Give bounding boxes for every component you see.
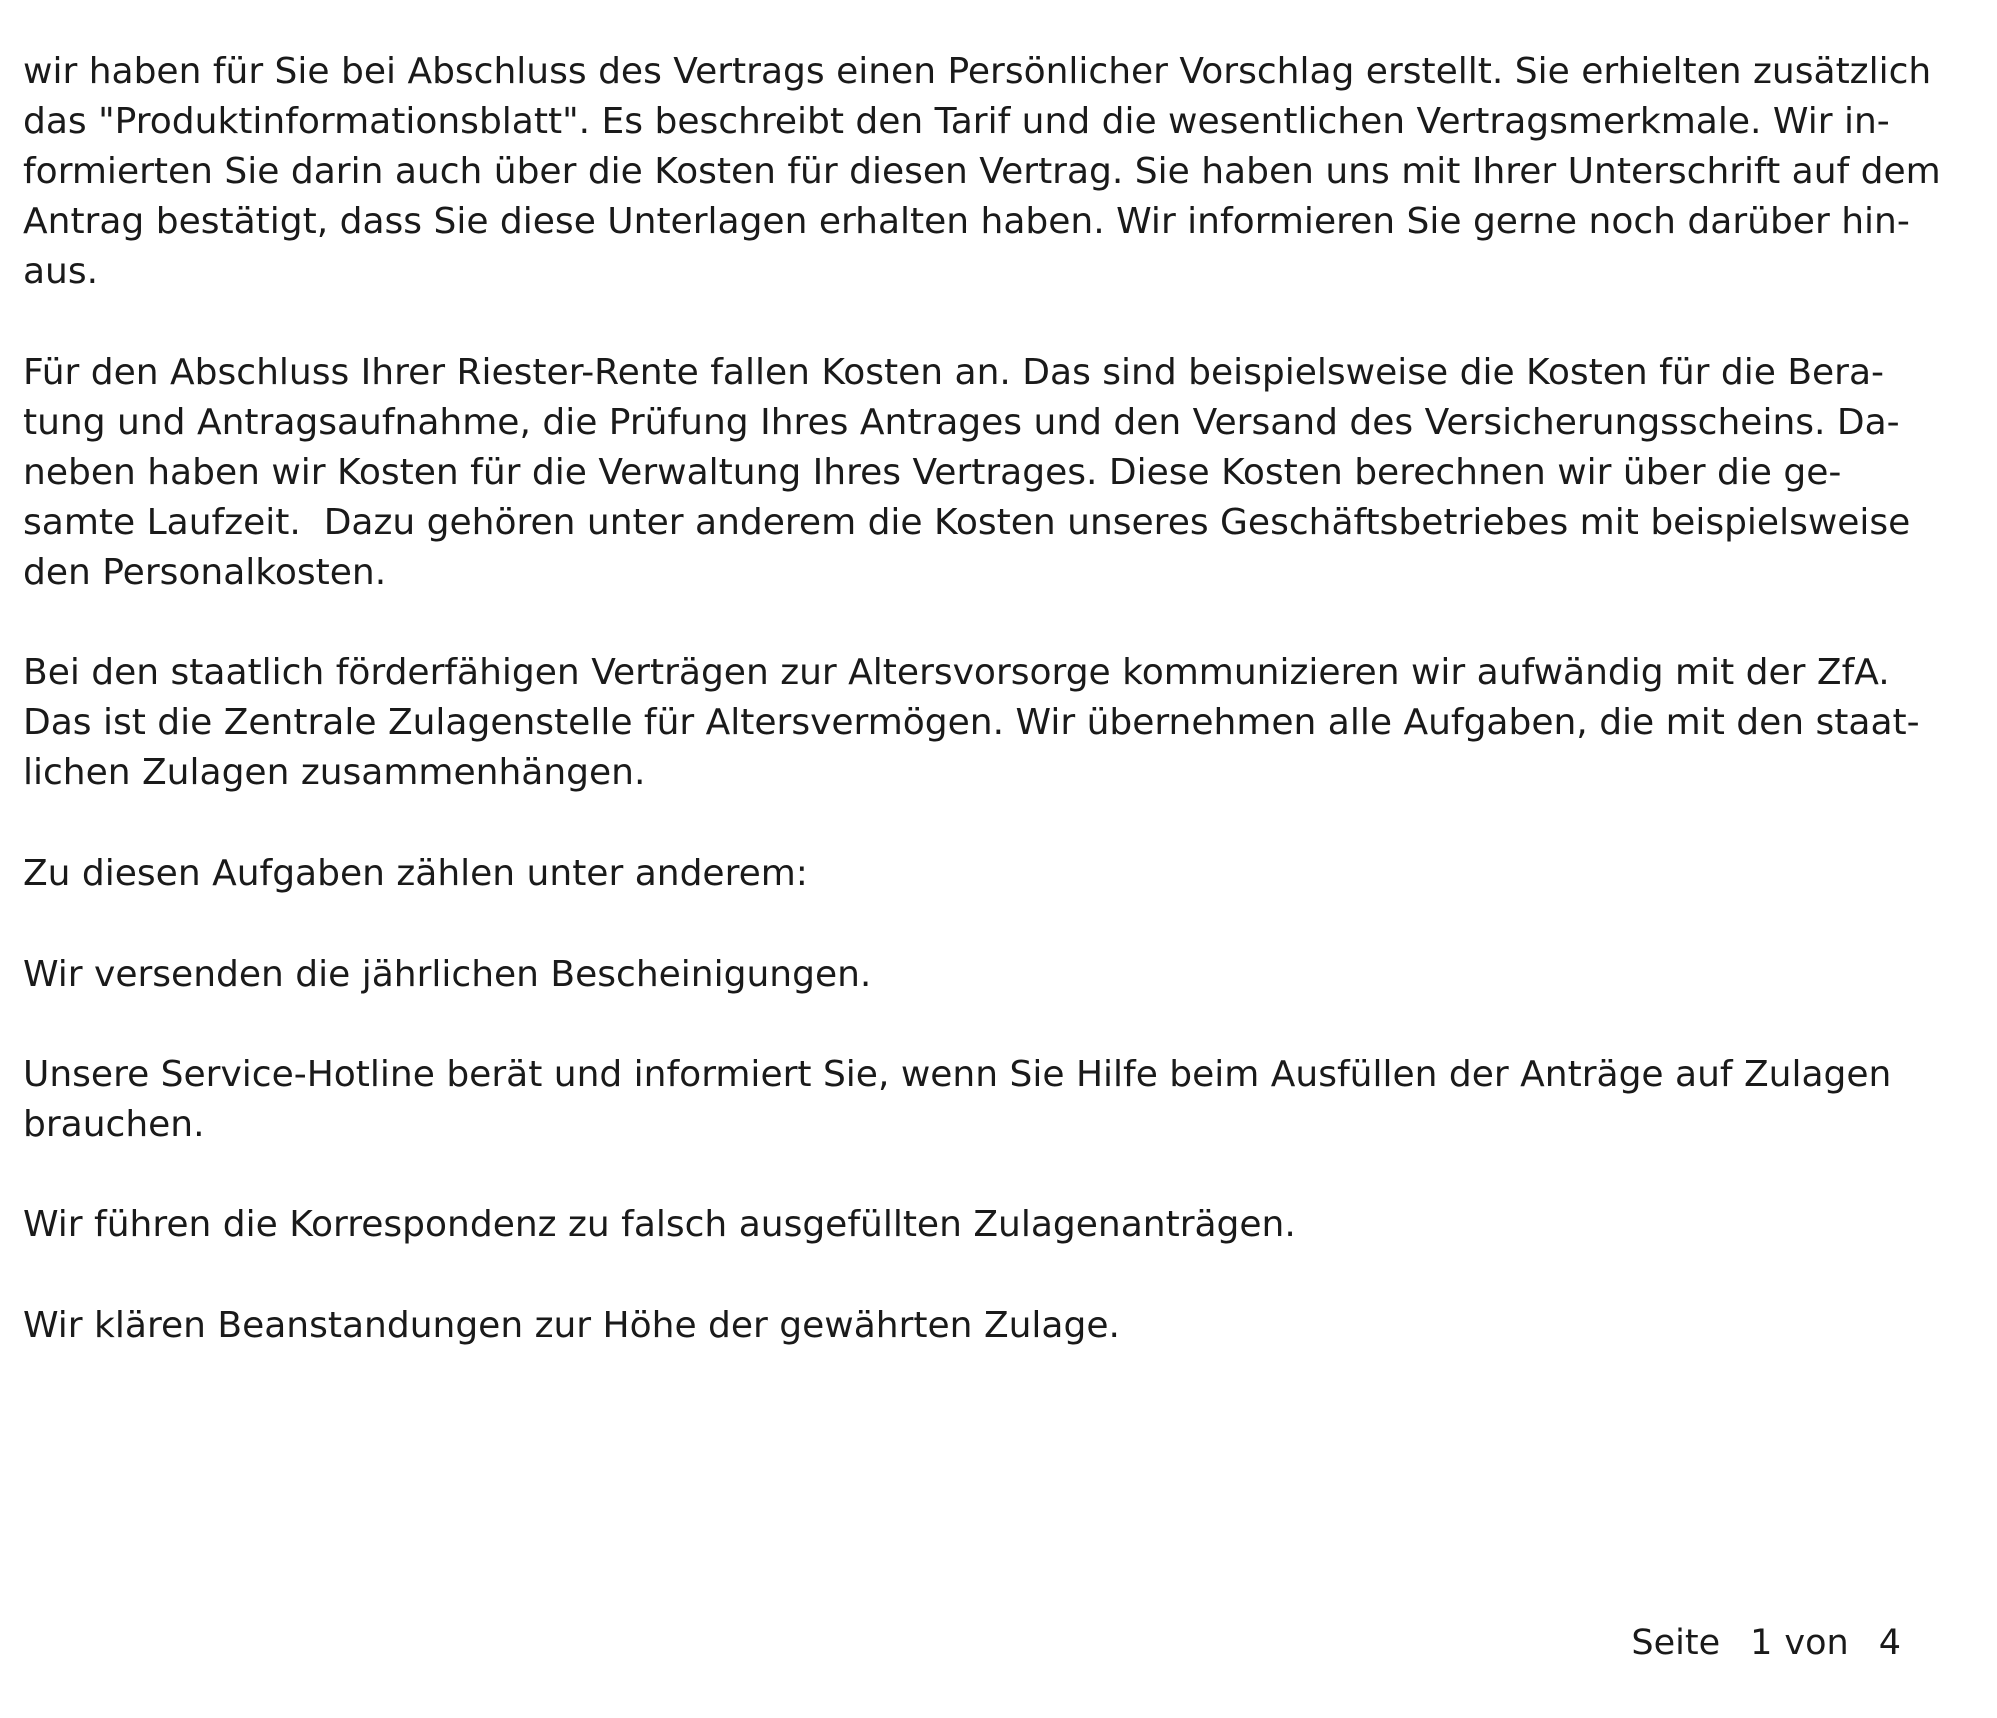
paragraph-6-line-1: Unsere Service-Hotline berät und informiert Sie, wenn Sie Hilfe beim Ausfüllen der Anträge auf Zulagen bbox=[23, 1054, 1892, 1095]
paragraph-2-line-4: samte Laufzeit. Dazu gehören unter anderem die Kosten unseres Geschäftsbetriebes mit beispielsweise bbox=[23, 502, 1911, 543]
paragraph-1-line-5: aus. bbox=[23, 251, 99, 292]
paragraph-1-line-3: formierten Sie darin auch über die Kosten für diesen Vertrag. Sie haben uns mit Ihrer Unterschrift auf dem bbox=[23, 151, 1941, 192]
page-number-current: 1 bbox=[1750, 1623, 1773, 1663]
paragraph-2-line-1: Für den Abschluss Ihrer Riester-Rente fallen Kosten an. Das sind beispielsweise die Kosten für die Bera- bbox=[23, 352, 1885, 393]
paragraph-3-line-2: Das ist die Zentrale Zulagenstelle für Altersvermögen. Wir übernehmen alle Aufgaben, die mit den staat- bbox=[23, 702, 1920, 743]
paragraph-1-line-1: wir haben für Sie bei Abschluss des Vertrags einen Persönlicher Vorschlag erstellt. Sie erhielten zusätzlich bbox=[23, 51, 1932, 92]
page-number-separator: von bbox=[1784, 1623, 1849, 1663]
paragraph-2-line-5: den Personalkosten. bbox=[23, 552, 387, 593]
page-number-label: Seite bbox=[1631, 1623, 1721, 1663]
paragraph-3-line-1: Bei den staatlich förderfähigen Verträgen zur Altersvorsorge kommunizieren wir aufwändig mit der ZfA. bbox=[23, 652, 1890, 693]
paragraph-2-line-2: tung und Antragsaufnahme, die Prüfung Ihres Antrages und den Versand des Versicherungsscheins. Da- bbox=[23, 402, 1900, 443]
paragraph-7-line-1: Wir führen die Korrespondenz zu falsch ausgefüllten Zulagenanträgen. bbox=[23, 1204, 1296, 1245]
paragraph-3-line-3: lichen Zulagen zusammenhängen. bbox=[23, 752, 646, 793]
paragraph-4-line-1: Zu diesen Aufgaben zählen unter anderem: bbox=[23, 853, 808, 894]
paragraph-2-line-3: neben haben wir Kosten für die Verwaltung Ihres Vertrages. Diese Kosten berechnen wir über die ge- bbox=[23, 452, 1842, 493]
page-number bbox=[1587, 1568, 1901, 1718]
paragraph-6-line-2: brauchen. bbox=[23, 1104, 205, 1145]
page-number-total: 4 bbox=[1878, 1623, 1901, 1663]
paragraph-5-line-1: Wir versenden die jährlichen Bescheinigungen. bbox=[23, 954, 872, 995]
paragraph-8-line-1: Wir klären Beanstandungen zur Höhe der gewährten Zulage. bbox=[23, 1305, 1120, 1346]
paragraph-1-line-2: das "Produktinformationsblatt". Es beschreibt den Tarif und die wesentlichen Vertragsmerkmale. Wir in- bbox=[23, 101, 1890, 142]
paragraph-1-line-4: Antrag bestätigt, dass Sie diese Unterlagen erhalten haben. Wir informieren Sie gerne noch darüber hin- bbox=[23, 201, 1910, 242]
